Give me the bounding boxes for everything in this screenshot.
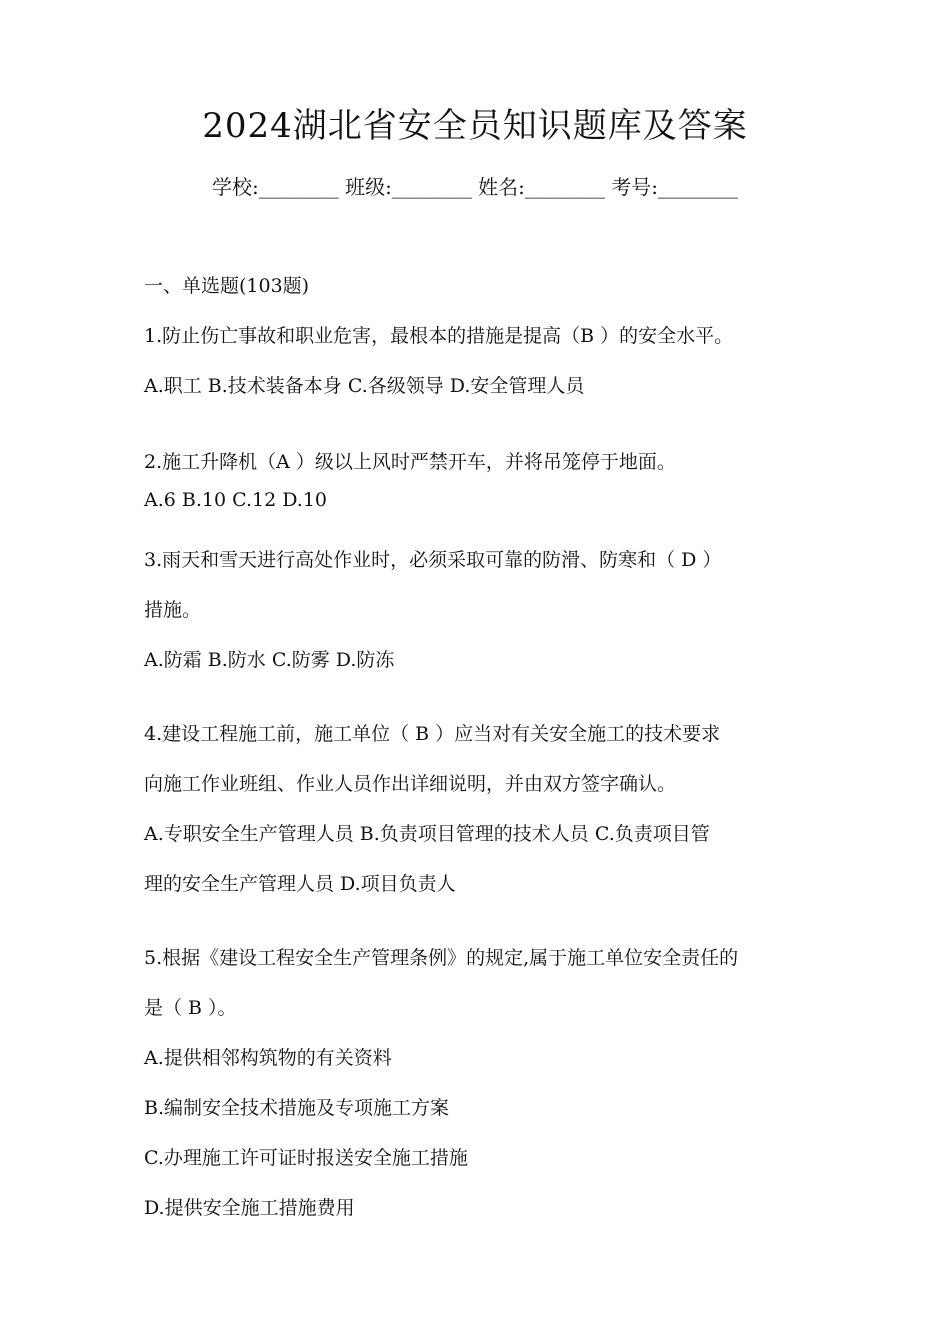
question-4-stem-line-1: 4.建设工程施工前，施工单位（ B ）应当对有关安全施工的技术要求 — [144, 723, 721, 745]
section-heading: 一、单选题(103题) — [144, 275, 310, 297]
question-1-options-line-1: A.职工 B.技术装备本身 C.各级领导 D.安全管理人员 — [144, 375, 585, 397]
question-5-option-a: A.提供相邻构筑物的有关资料 — [144, 1047, 392, 1069]
question-4-stem-line-2: 向施工作业班组、作业人员作出详细说明，并由双方签字确认。 — [144, 773, 677, 795]
document-title: 2024湖北省安全员知识题库及答案 — [202, 106, 748, 146]
question-5-stem-line-1: 5.根据《建设工程安全生产管理条例》的规定,属于施工单位安全责任的 — [144, 947, 739, 969]
question-5-option-d: D.提供安全施工措施费用 — [144, 1197, 355, 1219]
question-3-stem-line-2: 措施。 — [144, 599, 202, 621]
question-2-stem-line-1: 2.施工升降机（A ）级以上风时严禁开车，并将吊笼停于地面。 — [144, 451, 676, 473]
question-5-option-b: B.编制安全技术措施及专项施工方案 — [144, 1097, 450, 1119]
question-1-stem-line-1: 1.防止伤亡事故和职业危害，最根本的措施是提高（B ）的安全水平。 — [144, 325, 734, 347]
question-5-stem-line-2: 是（ B ）。 — [144, 997, 237, 1019]
student-info-line: 学校:________ 班级:________ 姓名:________ 考号:________ — [211, 175, 739, 199]
question-4-options-line-2: 理的安全生产管理人员 D.项目负责人 — [144, 873, 456, 895]
question-3-stem-line-1: 3.雨天和雪天进行高处作业时，必须采取可靠的防滑、防寒和（ D ） — [144, 549, 722, 571]
question-4-options-line-1: A.专职安全生产管理人员 B.负责项目管理的技术人员 C.负责项目管 — [144, 823, 710, 845]
question-3-options-line-1: A.防霜 B.防水 C.防雾 D.防冻 — [144, 649, 395, 671]
question-2-options-line-1: A.6 B.10 C.12 D.10 — [144, 489, 327, 511]
question-5-option-c: C.办理施工许可证时报送安全施工措施 — [144, 1147, 468, 1169]
